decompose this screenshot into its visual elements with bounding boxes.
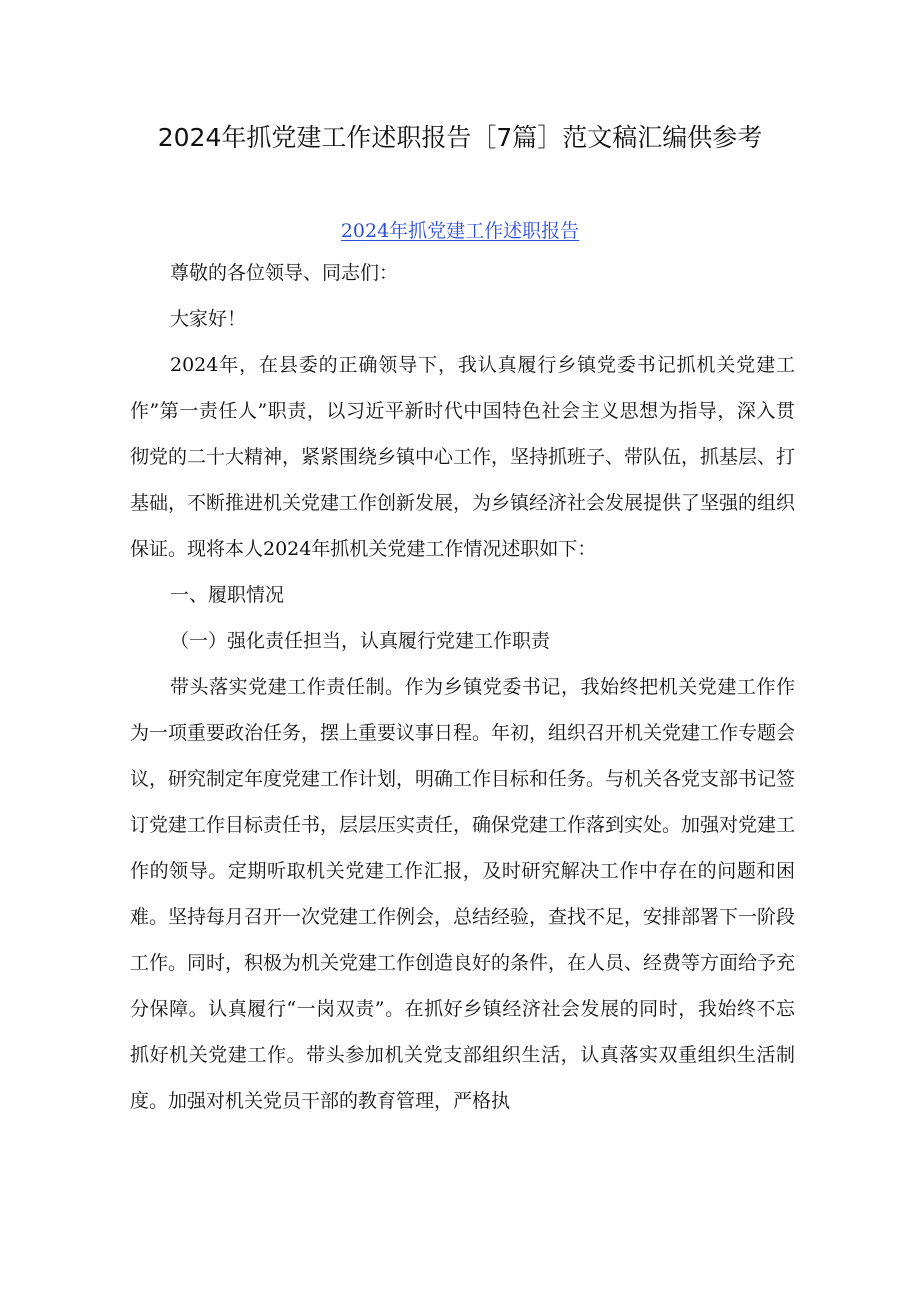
subsection-heading: （一）强化责任担当，认真履行党建工作职责 (170, 630, 551, 652)
intro-paragraph: 2024年，在县委的正确领导下，我认真履行乡镇党委书记抓机关党建工作”第一责任人”职责，以习近平新时代中国特色社会主义思想为指导，深入贯彻党的二十大精神，紧紧围绕乡镇中心工作，坚持抓班子、带队伍，抓基层、打基础，不断推进机关党建工作创新发展，为乡镇经济社会发展提供了坚强的组织保证。现将本人2024年抓机关党建工作情况述职如下： (130, 354, 796, 560)
salutation-paragraph: 尊敬的各位领导、同志们： (170, 262, 399, 284)
article-title-link[interactable]: 2024年抓党建工作述职报告 (340, 220, 580, 242)
section-heading: 一、履职情况 (170, 584, 285, 606)
greeting-paragraph: 大家好！ (170, 308, 247, 330)
document-title: 2024年抓党建工作述职报告［7篇］范文稿汇编供参考 (157, 123, 763, 152)
document-body (130, 250, 795, 1124)
body-paragraph: 带头落实党建工作责任制。作为乡镇党委书记，我始终把机关党建工作作为一项重要政治任务，摆上重要议事日程。年初，组织召开机关党建工作专题会议，研究制定年度党建工作计划，明确工作目标和任务。与机关各党支部书记签订党建工作目标责任书，层层压实责任，确保党建工作落到实处。加强对党建工作的领导。定期听取机关党建工作汇报，及时研究解决工作中存在的问题和困难。坚持每月召开一次党建工作例会，总结经验，查找不足，安排部署下一阶段工作。同时，积极为机关党建工作创造良好的条件，在人员、经费等方面给予充分保障。认真履行“一岗双责”。在抓好乡镇经济社会发展的同时，我始终不忘抓好机关党建工作。带头参加机关党支部组织生活，认真落实双重组织生活制度。加强对机关党员干部的教育管理，严格执 (130, 676, 796, 1112)
